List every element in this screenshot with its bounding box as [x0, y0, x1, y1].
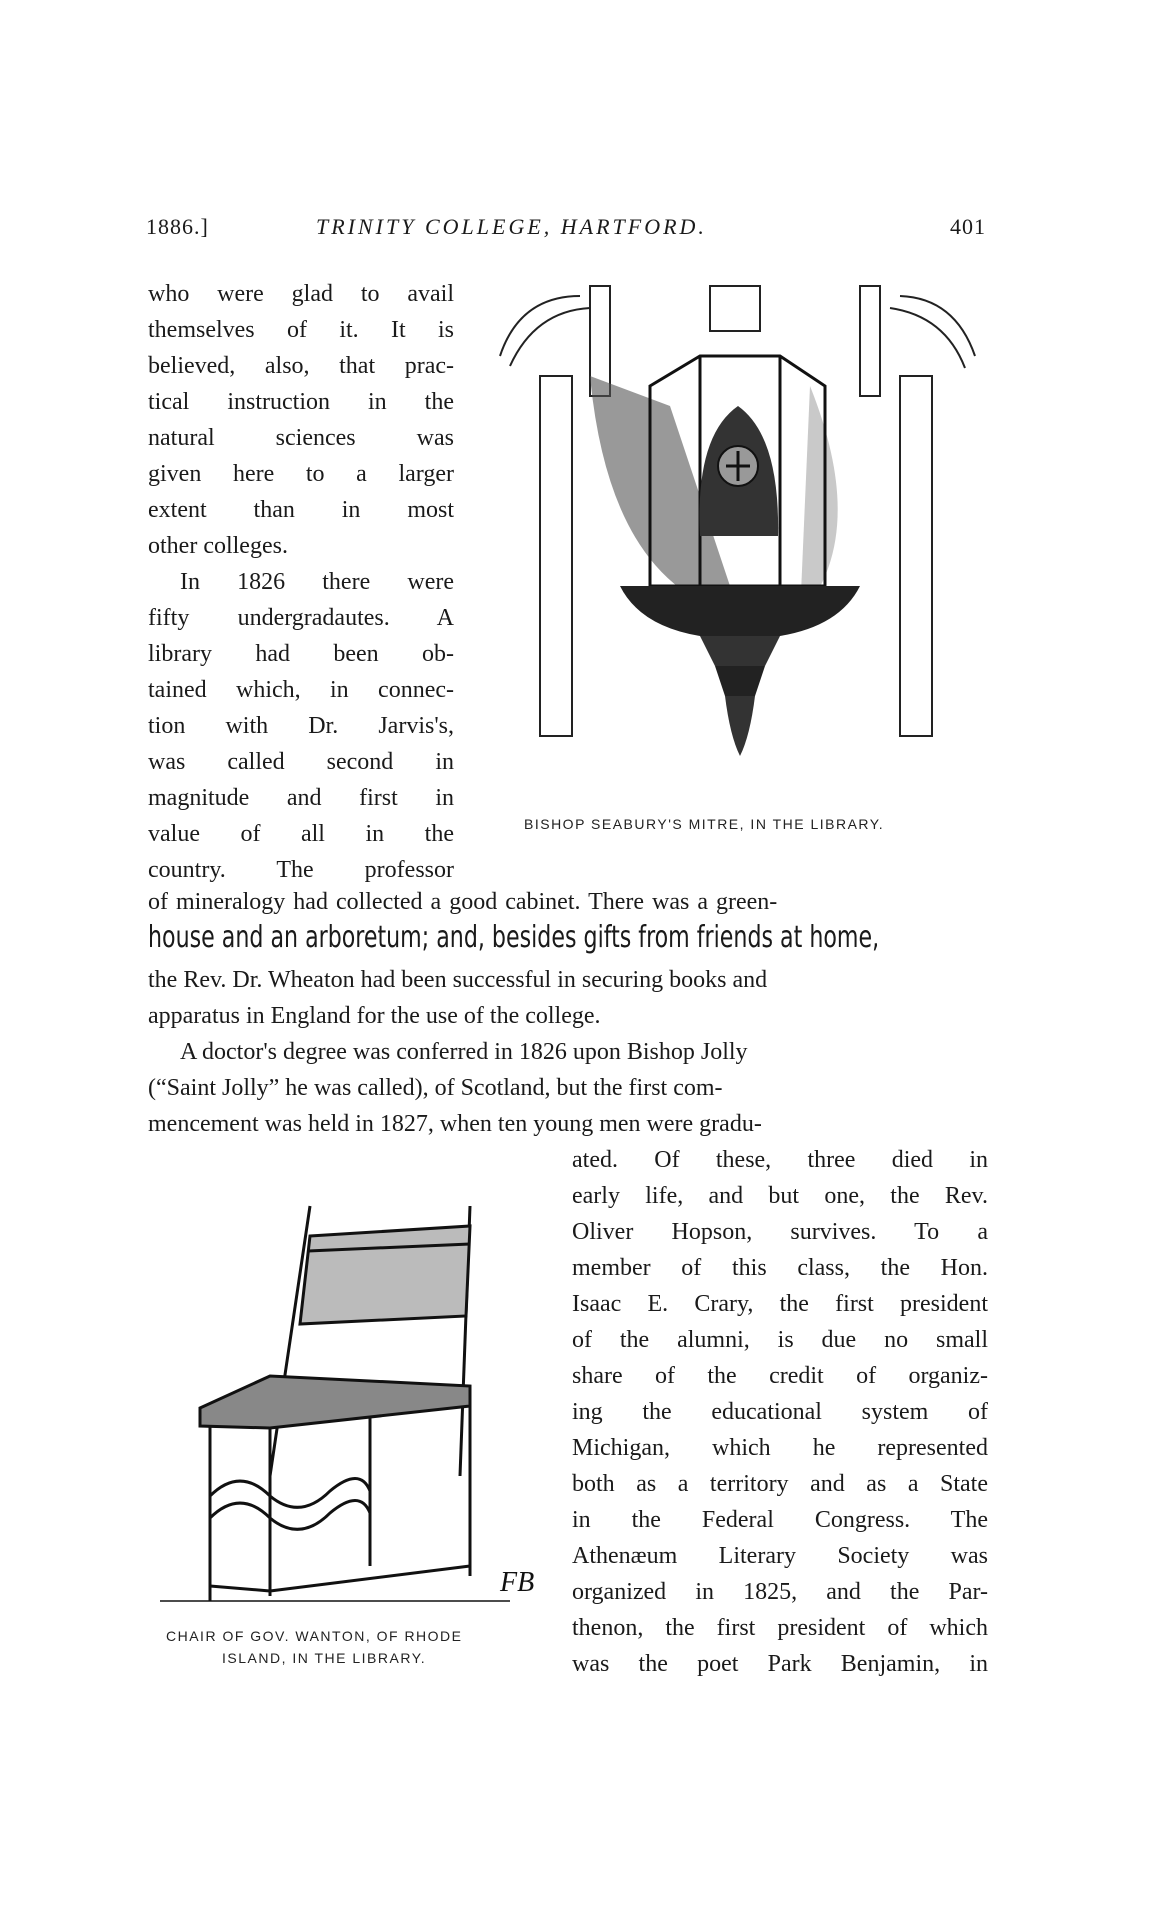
paragraph-line: tained which, in connec-: [148, 677, 454, 703]
chair-monogram: FB: [500, 1567, 535, 1598]
paragraph-line: tical instruction in the: [148, 389, 454, 415]
mitre-illustration: [480, 286, 990, 786]
paragraph-line: early life, and but one, the Rev.: [572, 1183, 988, 1209]
running-title: TRINITY COLLEGE, HARTFORD.: [316, 214, 707, 239]
paragraph-line: (“Saint Jolly” he was called), of Scotland, but the first com-: [148, 1075, 723, 1101]
paragraph-line: of the alumni, is due no small: [572, 1327, 988, 1353]
chair-caption-line1: CHAIR OF GOV. WANTON, OF RHODE: [166, 1628, 463, 1644]
paragraph-line-large: house and an arboretum; and, besides gifts from friends at home,: [148, 920, 880, 955]
paragraph-line: mencement was held in 1827, when ten young men were gradu-: [148, 1111, 762, 1137]
paragraph-line: country. The professor: [148, 857, 454, 883]
paragraph-line: A doctor's degree was conferred in 1826 upon Bishop Jolly: [180, 1039, 748, 1065]
paragraph-line: library had been ob-: [148, 641, 454, 667]
paragraph-line: share of the credit of organiz-: [572, 1363, 988, 1389]
chair-caption-line2: ISLAND, IN THE LIBRARY.: [222, 1650, 427, 1666]
paragraph-line: themselves of it. It is: [148, 317, 454, 343]
paragraph-line: apparatus in England for the use of the college.: [148, 1003, 601, 1029]
paragraph-line: given here to a larger: [148, 461, 454, 487]
paragraph-line: who were glad to avail: [148, 281, 454, 307]
paragraph-line: believed, also, that prac-: [148, 353, 454, 379]
paragraph-line: ated. Of these, three died in: [572, 1147, 988, 1173]
paragraph-line: was called second in: [148, 749, 454, 775]
paragraph-line: natural sciences was: [148, 425, 454, 451]
paragraph-line: Athenæum Literary Society was: [572, 1543, 988, 1569]
header-year: 1886.]: [146, 214, 209, 239]
paragraph-line: organized in 1825, and the Par-: [572, 1579, 988, 1605]
paragraph-line: other colleges.: [148, 533, 288, 559]
paragraph-line: member of this class, the Hon.: [572, 1255, 988, 1281]
page-number: 401: [950, 214, 986, 239]
chair-illustration: [170, 1196, 535, 1616]
paragraph-line: was the poet Park Benjamin, in: [572, 1651, 988, 1677]
paragraph-line: Michigan, which he represented: [572, 1435, 988, 1461]
paragraph-line: ing the educational system of: [572, 1399, 988, 1425]
paragraph-line: the Rev. Dr. Wheaton had been successful in securing books and: [148, 967, 768, 993]
paragraph-line: value of all in the: [148, 821, 454, 847]
paragraph-line: Isaac E. Crary, the first president: [572, 1291, 988, 1317]
mitre-caption: BISHOP SEABURY'S MITRE, IN THE LIBRARY.: [524, 816, 885, 832]
paragraph-line: magnitude and first in: [148, 785, 454, 811]
paragraph-line: fifty undergradautes. A: [148, 605, 454, 631]
paragraph-line: both as a territory and as a State: [572, 1471, 988, 1497]
paragraph-line: of mineralogy had collected a good cabinet. There was a green-: [148, 889, 778, 915]
paragraph-line: Oliver Hopson, survives. To a: [572, 1219, 988, 1245]
paragraph-line: thenon, the first president of which: [572, 1615, 988, 1641]
paragraph-line: tion with Dr. Jarvis's,: [148, 713, 454, 739]
paragraph-line: in the Federal Congress. The: [572, 1507, 988, 1533]
paragraph-line: In 1826 there were: [180, 569, 454, 595]
paragraph-line: extent than in most: [148, 497, 454, 523]
